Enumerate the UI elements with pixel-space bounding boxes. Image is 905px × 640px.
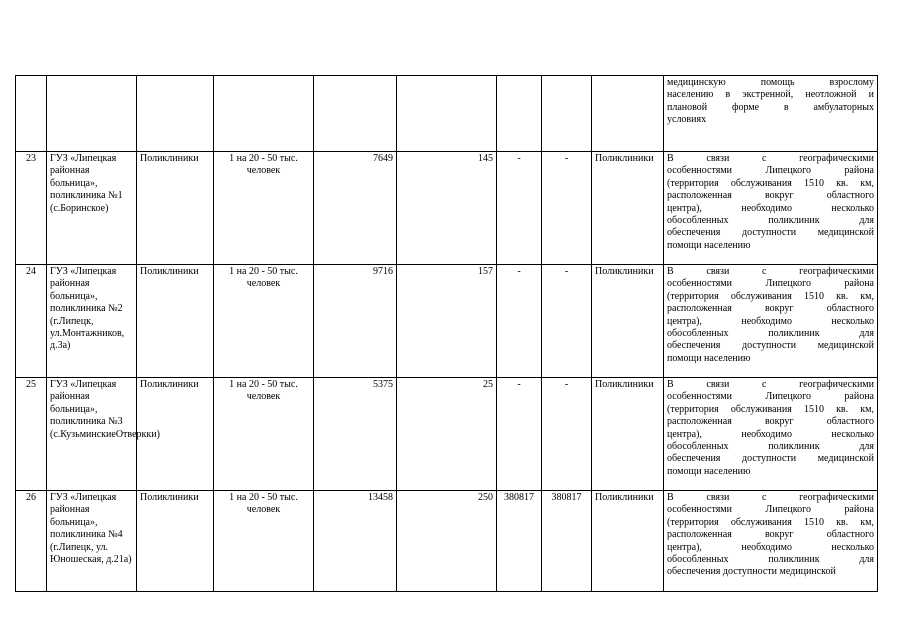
note-line: (территория обслуживания 1510 кв. км, [667,403,874,415]
note-line: (территория обслуживания 1510 кв. км, [667,290,874,302]
population-value: 13458 [314,491,397,592]
note-line: В связи с географическими [667,153,874,164]
note-text [664,491,878,592]
norm-value: 1 на 20 - 50 тыс. человек [214,378,314,491]
table-row [16,152,878,265]
facility-kind: Поликлиники [592,491,664,592]
note-line: (территория обслуживания 1510 кв. км, [667,177,874,189]
note-line: помощи населению [667,352,751,364]
note-line: центра), необходимо несколько [667,202,874,214]
note-line: (территория обслуживания 1510 кв. км, [667,516,874,528]
note-line: особенностями Липецкого района [667,504,874,516]
table-row [16,491,878,592]
value-col-7: - [497,378,542,491]
facility-type: Поликлиники [137,265,214,378]
population-value: 5375 [314,378,397,491]
capacity-value: 25 [397,378,497,491]
note-line: помощи населению [667,239,751,251]
note-text [664,378,878,491]
note-line: обеспечения доступности медицинской [667,227,874,239]
note-line: условиях [667,114,707,126]
note-line: расположенная вокруг областного [667,416,874,428]
value-col-8: - [542,152,592,265]
facility-type: Поликлиники [137,378,214,491]
value-col-7: 380817 [497,491,542,592]
population-value: 9716 [314,265,397,378]
note-line: обособленных поликлиник для [667,554,874,566]
facility-kind: Поликлиники [592,152,664,265]
organization-name: ГУЗ «Липецкая районная больница», поликлиника №1 (с.Боринское) [47,152,137,265]
row-number [16,76,47,152]
note-line: центра), необходимо несколько [667,315,874,327]
note-line: особенностями Липецкого района [667,278,874,290]
norm-value [214,76,314,152]
value-col-7 [497,76,542,152]
value-col-8: - [542,378,592,491]
note-text [664,265,878,378]
table-row [16,76,878,152]
note-line: медицинскую помощь взрослому [667,77,874,88]
note-line: обособленных поликлиник для [667,441,874,453]
organization-name [47,76,137,152]
note-text [664,76,878,152]
facility-type: Поликлиники [137,152,214,265]
note-line: обеспечения доступности медицинской [667,340,874,352]
capacity-value [397,76,497,152]
note-line: особенностями Липецкого района [667,165,874,177]
table-row [16,265,878,378]
value-col-8 [542,76,592,152]
note-line: В связи с географическими [667,379,874,390]
row-number: 23 [16,152,47,265]
organization-name: ГУЗ «Липецкая районная больница», поликлиника №4 (г.Липецк, ул. Юношеская, д.21а) [47,491,137,592]
table-row [16,378,878,491]
norm-value: 1 на 20 - 50 тыс. человек [214,265,314,378]
facility-kind: Поликлиники [592,265,664,378]
facility-type: Поликлиники [137,491,214,592]
population-value: 7649 [314,152,397,265]
note-line: расположенная вокруг областного [667,303,874,315]
norm-value: 1 на 20 - 50 тыс. человек [214,491,314,592]
note-line: помощи населению [667,465,751,477]
note-line: обеспечения доступности медицинской [667,566,836,578]
capacity-value: 145 [397,152,497,265]
facilities-table [15,75,878,592]
value-col-7: - [497,265,542,378]
note-line: обособленных поликлиник для [667,328,874,340]
value-col-8: 380817 [542,491,592,592]
value-col-8: - [542,265,592,378]
facility-type [137,76,214,152]
organization-name: ГУЗ «Липецкая районная больница», поликлиника №2 (г.Липецк, ул.Монтажников, д.3а) [47,265,137,378]
note-line: обособленных поликлиник для [667,215,874,227]
norm-value: 1 на 20 - 50 тыс. человек [214,152,314,265]
note-line: особенностями Липецкого района [667,391,874,403]
note-text [664,152,878,265]
value-col-7: - [497,152,542,265]
note-line: населению в экстренной, неотложной и [667,89,874,101]
facility-kind: Поликлиники [592,378,664,491]
row-number: 25 [16,378,47,491]
note-line: В связи с географическими [667,266,874,277]
note-line: расположенная вокруг областного [667,529,874,541]
row-number: 24 [16,265,47,378]
note-line: В связи с географическими [667,492,874,503]
note-line: обеспечения доступности медицинской [667,453,874,465]
facility-kind [592,76,664,152]
capacity-value: 157 [397,265,497,378]
population-value [314,76,397,152]
note-line: центра), необходимо несколько [667,541,874,553]
capacity-value: 250 [397,491,497,592]
organization-name: ГУЗ «Липецкая районная больница», поликлиника №3 (с.КузьминскиеОтверкки) [47,378,137,491]
note-line: плановой форме в амбулаторных [667,101,874,113]
note-line: центра), необходимо несколько [667,428,874,440]
note-line: расположенная вокруг областного [667,190,874,202]
row-number: 26 [16,491,47,592]
